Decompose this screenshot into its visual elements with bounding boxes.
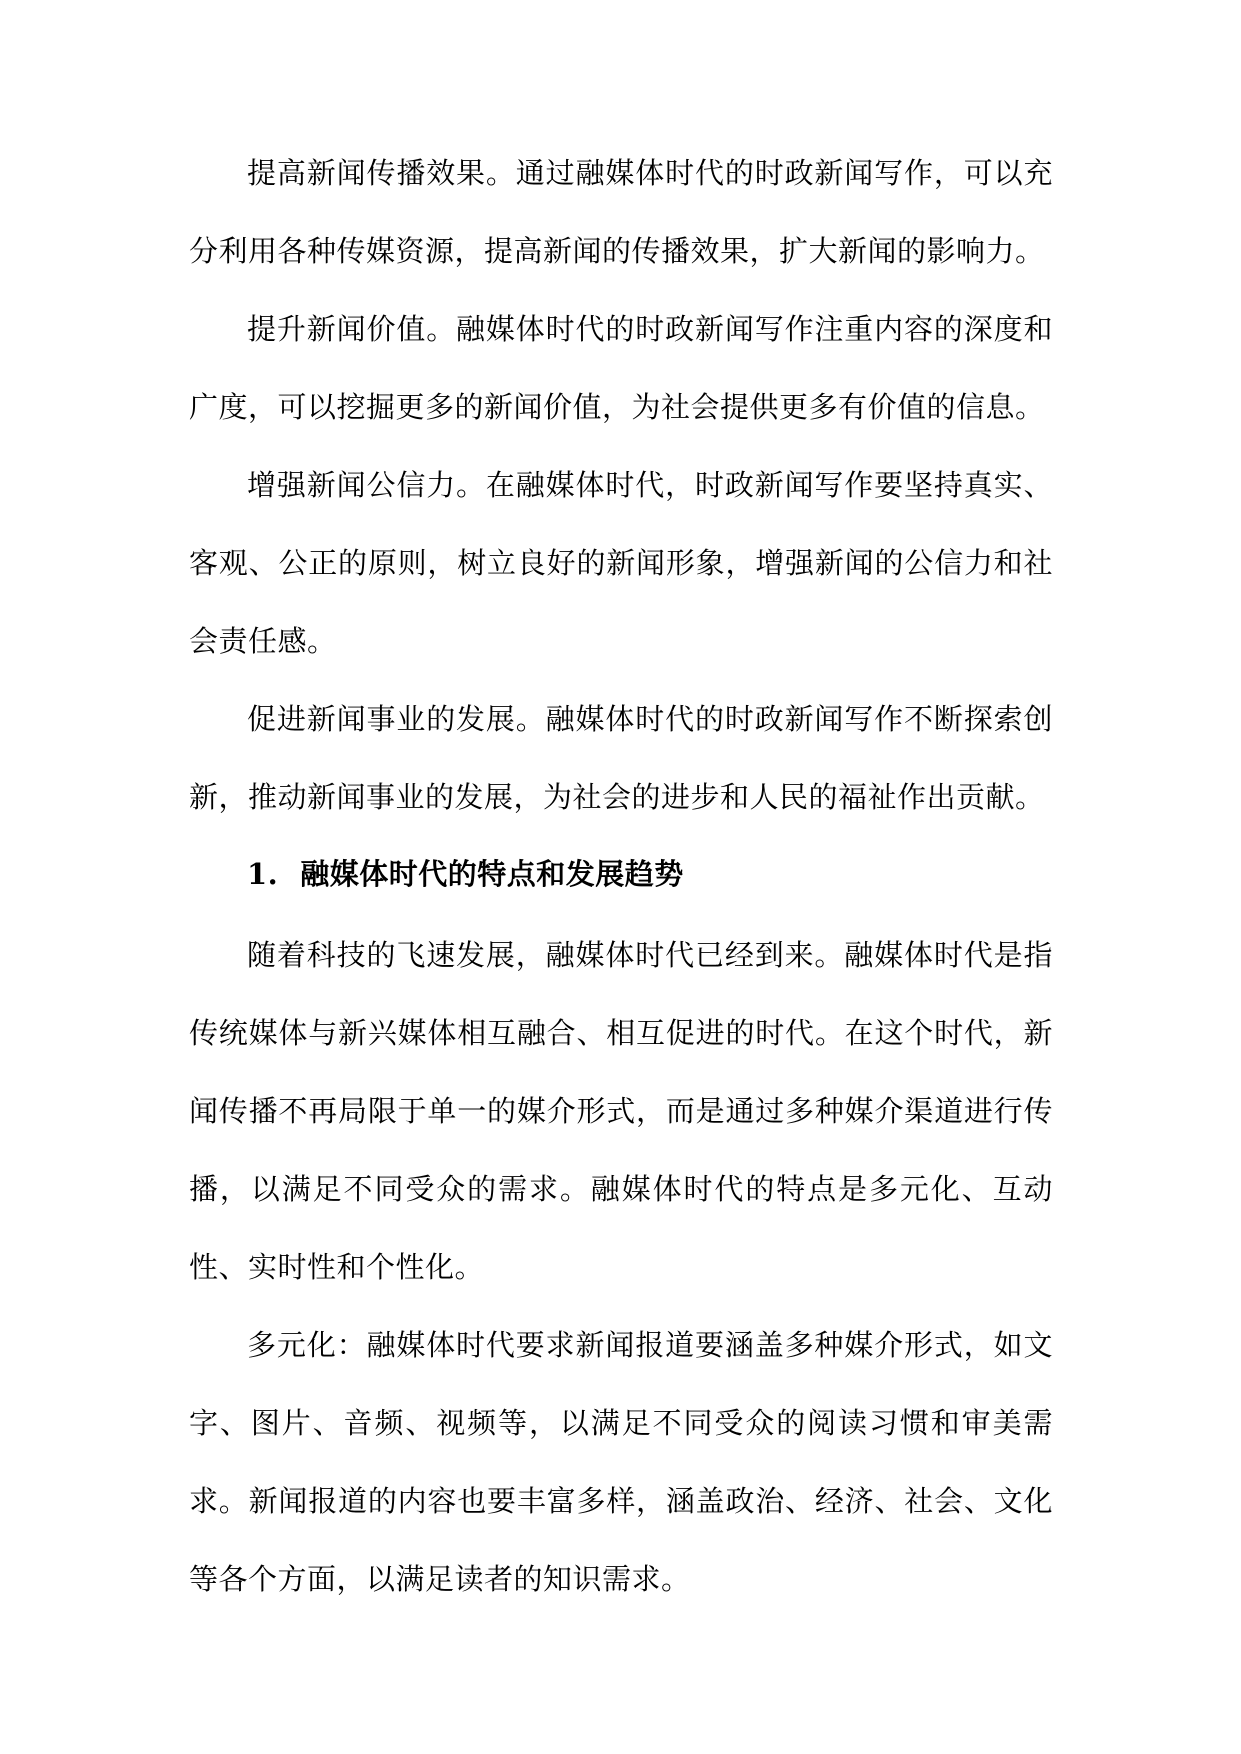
paragraph-diversification: 多元化：融媒体时代要求新闻报道要涵盖多种媒介形式，如文字、图片、音频、视频等，以满足不同受众的阅读习惯和审美需求。新闻报道的内容也要丰富多样，涵盖政治、经济、社会、文化等各个方面，以满足读者的知识需求。 <box>189 1328 1053 1596</box>
paragraph-news-development: 促进新闻事业的发展。融媒体时代的时政新闻写作不断探索创新，推动新闻事业的发展，为社会的进步和人民的福祉作出贡献。 <box>189 702 1053 814</box>
section-title: 融媒体时代的特点和发展趋势 <box>300 857 684 891</box>
paragraph-communication-effect: 提高新闻传播效果。通过融媒体时代的时政新闻写作，可以充分利用各种传媒资源，提高新闻的传播效果，扩大新闻的影响力。 <box>189 156 1053 268</box>
paragraph-credibility: 增强新闻公信力。在融媒体时代，时政新闻写作要坚持真实、客观、公正的原则，树立良好的新闻形象，增强新闻的公信力和社会责任感。 <box>189 468 1053 658</box>
section-heading <box>247 852 684 896</box>
document-page <box>189 0 1053 1754</box>
paragraph-news-value: 提升新闻价值。融媒体时代的时政新闻写作注重内容的深度和广度，可以挖掘更多的新闻价值，为社会提供更多有价值的信息。 <box>189 312 1053 424</box>
section-number: 1. <box>247 857 279 891</box>
paragraph-media-era-intro: 随着科技的飞速发展，融媒体时代已经到来。融媒体时代是指传统媒体与新兴媒体相互融合、相互促进的时代。在这个时代，新闻传播不再局限于单一的媒介形式，而是通过多种媒介渠道进行传播，以满足不同受众的需求。融媒体时代的特点是多元化、互动性、实时性和个性化。 <box>189 938 1053 1284</box>
